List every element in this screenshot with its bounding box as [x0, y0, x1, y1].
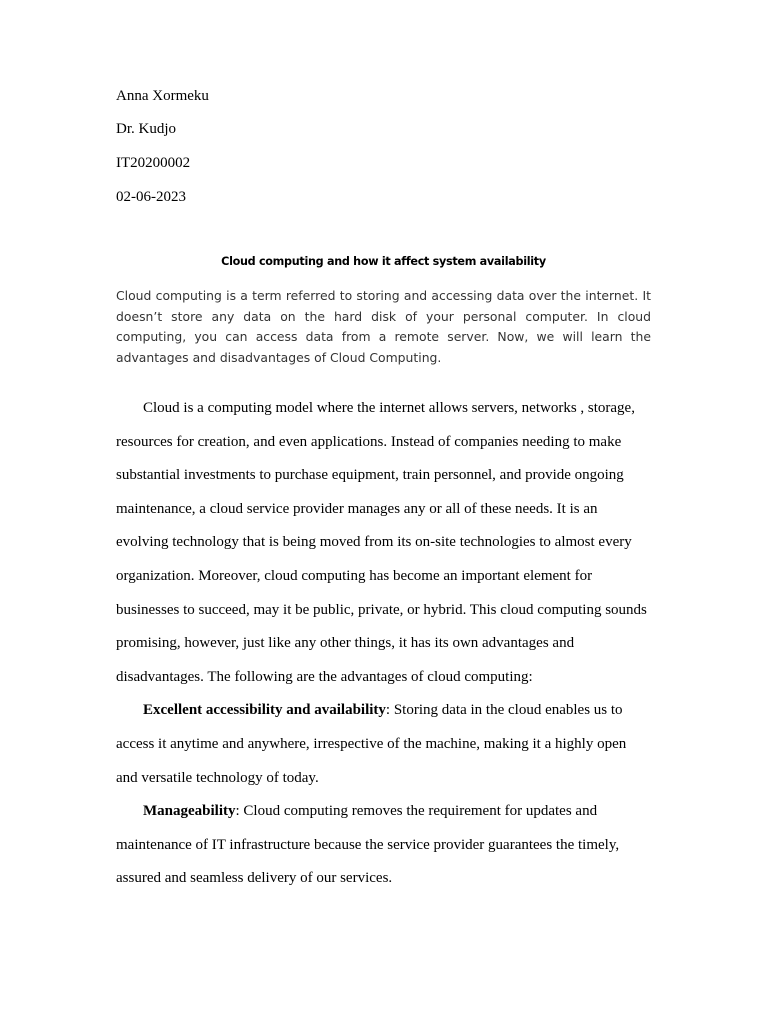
advantage-paragraph	[116, 694, 651, 795]
intro-paragraph: Cloud is a computing model where the internet allows servers, networks , storage, resources for creation, and even applications. Instead of companies needing to make substantial investments to purchase equipment, train personnel, and provide ongoing maintenance, a cloud service provider manages any or all of these needs. It is an evolving technology that is being moved from its on-site technologies to almost every organization. Moreover, cloud computing has become an important element for businesses to succeed, may it be public, private, or hybrid. This cloud computing sounds promising, however, just like any other things, it has its own advantages and disadvantages. The following are the advantages of cloud computing:	[116, 400, 647, 685]
advantage-paragraph	[116, 795, 651, 896]
author-name: Anna Xormeku	[116, 88, 209, 104]
course-code: IT20200002	[116, 155, 191, 171]
document-title: Cloud computing and how it affect system availability	[221, 255, 546, 268]
body-section	[116, 392, 651, 896]
document-date: 02-06-2023	[116, 189, 186, 205]
instructor-name: Dr. Kudjo	[116, 121, 176, 137]
advantage-heading: Excellent accessibility and availability	[143, 702, 386, 719]
advantage-text: : Storing data in the cloud enables us to access it anytime and anywhere, irrespective of the machine, making it a highly open and versatile technology of today.	[116, 702, 627, 786]
advantage-heading: Manageability	[143, 803, 236, 820]
abstract-paragraph: Cloud computing is a term referred to storing and accessing data over the internet. It doesn’t store any data on the hard disk of your personal computer. In cloud computing, you can access data from a remote server. Now, we will learn the advantages and disadvantages of Cloud Computing.	[116, 288, 651, 365]
advantage-text: : Cloud computing removes the requirement for updates and maintenance of IT infrastructure because the service provider guarantees the timely, assured and seamless delivery of our services.	[116, 803, 620, 887]
